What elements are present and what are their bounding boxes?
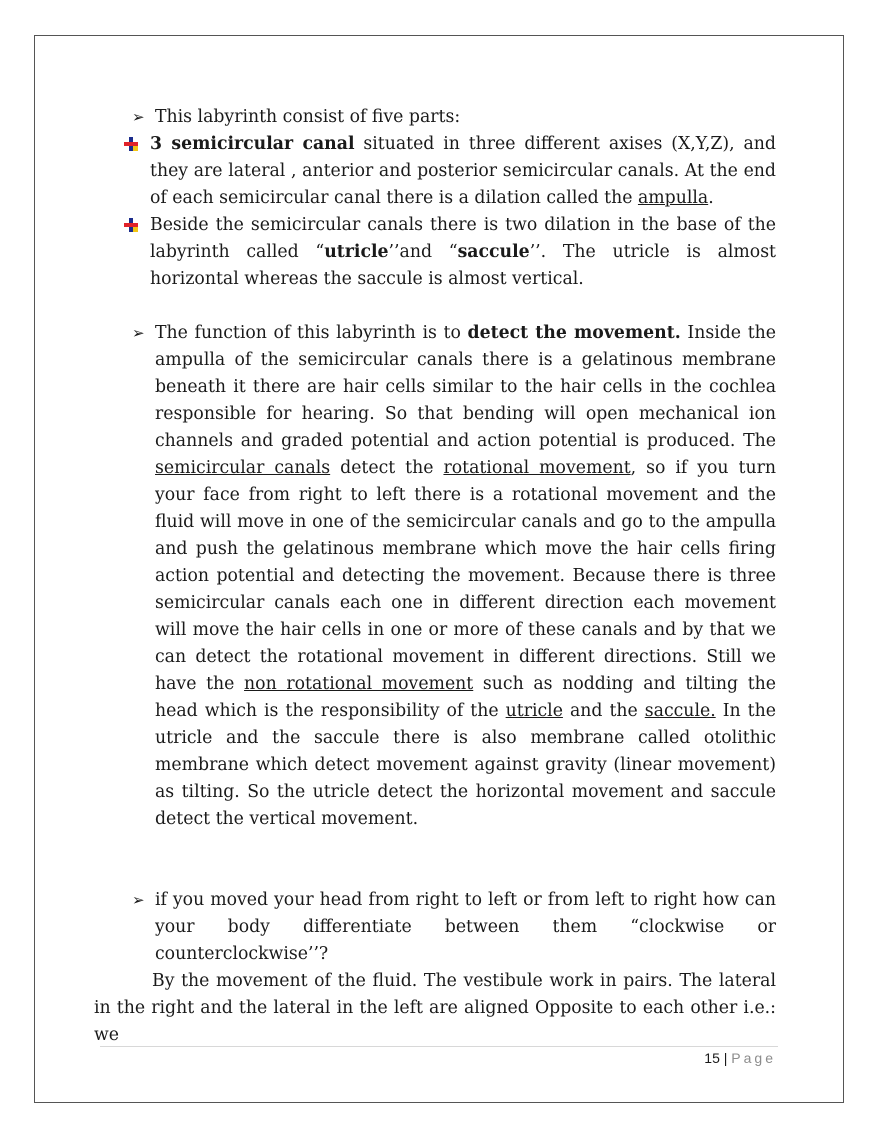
bold-term: utricle [324, 242, 389, 262]
underlined-term: rotational movement [443, 458, 631, 478]
underlined-term: semicircular canals [155, 458, 331, 478]
footer-divider [100, 1046, 778, 1047]
text-run: , so if you turn your face from right to left there is a rotational movement and the fluid will move in one of the semicircular canals and go to the ampulla and push the gelatinous membrane which move the hair cells firing action potential and detecting the movement. Because there is three semicircular canals each one in different direction each movement will move the hair cells in one or more of these canals and by that we can detect the rotational movement in different directions. Still we have the [155, 458, 776, 694]
page-word: Page [731, 1050, 776, 1066]
paragraph-answer [94, 968, 776, 1049]
plus-bullet-icon [124, 218, 138, 232]
text-run: Beside the semicircular canals there is two dilation in the base of the labyrinth called “ [150, 215, 776, 262]
underlined-term: non rotational movement [244, 674, 474, 694]
text-run: detect the [330, 458, 444, 478]
bold-term: detect the movement. [467, 323, 681, 343]
bold-term: 3 semicircular canal [150, 134, 355, 154]
text-run: The function of this labyrinth is to [155, 323, 468, 343]
underlined-term: saccule. [644, 701, 716, 721]
document-body [0, 104, 880, 1049]
arrow-bullet-icon: ➢ [132, 108, 145, 126]
paragraph-text: This labyrinth consist of five parts: [155, 107, 461, 127]
arrow-bullet-icon: ➢ [132, 891, 145, 909]
list-item-utricle-saccule [150, 212, 776, 293]
paragraph-labyrinth-function [132, 320, 776, 833]
underlined-term: ampulla [637, 188, 709, 208]
bold-term: saccule [457, 242, 530, 262]
paragraph-text: By the movement of the fluid. The vestibule work in pairs. The lateral in the right and the lateral in the left are aligned Opposite to each other i.e.: we [94, 971, 776, 1045]
text-run: such as nodding and tilting the head which is the responsibility of the [155, 674, 776, 721]
page-footer [704, 1050, 776, 1066]
text-run: Inside the ampulla of the semicircular canals there is a gelatinous membrane beneath it there are hair cells similar to the hair cells in the cochlea responsible for hearing. So that bending will open mechanical ion channels and graded potential and action potential is produced. The [155, 323, 776, 451]
paragraph-question [132, 887, 776, 968]
text-run: and the [562, 701, 645, 721]
page-number: 15 [704, 1050, 720, 1066]
text-run: ’’and “ [388, 242, 458, 262]
text-run: ’’. The utricle is almost horizontal whereas the saccule is almost vertical. [150, 242, 777, 289]
paragraph-text: if you moved your head from right to left or from left to right how can your body differentiate between them “clockwise or counterclockwise’’? [155, 890, 776, 964]
paragraph-labyrinth-parts [132, 104, 780, 131]
plus-bullet-icon [124, 137, 138, 151]
text-run: situated in three different axises (X,Y,Z), and they are lateral , anterior and posterior semicircular canals. At the end of each semicircular canal there is a dilation called the [150, 134, 776, 208]
text-run: . [708, 188, 714, 208]
underlined-term: utricle [505, 701, 563, 721]
arrow-bullet-icon: ➢ [132, 324, 145, 342]
footer-separator: | [723, 1050, 728, 1066]
text-run: In the utricle and the saccule there is also membrane called otolithic membrane which detect movement against gravity (linear movement) as tilting. So the utricle detect the horizontal movement and saccule detect the vertical movement. [155, 701, 776, 829]
list-item-semicircular-canal [150, 131, 776, 212]
